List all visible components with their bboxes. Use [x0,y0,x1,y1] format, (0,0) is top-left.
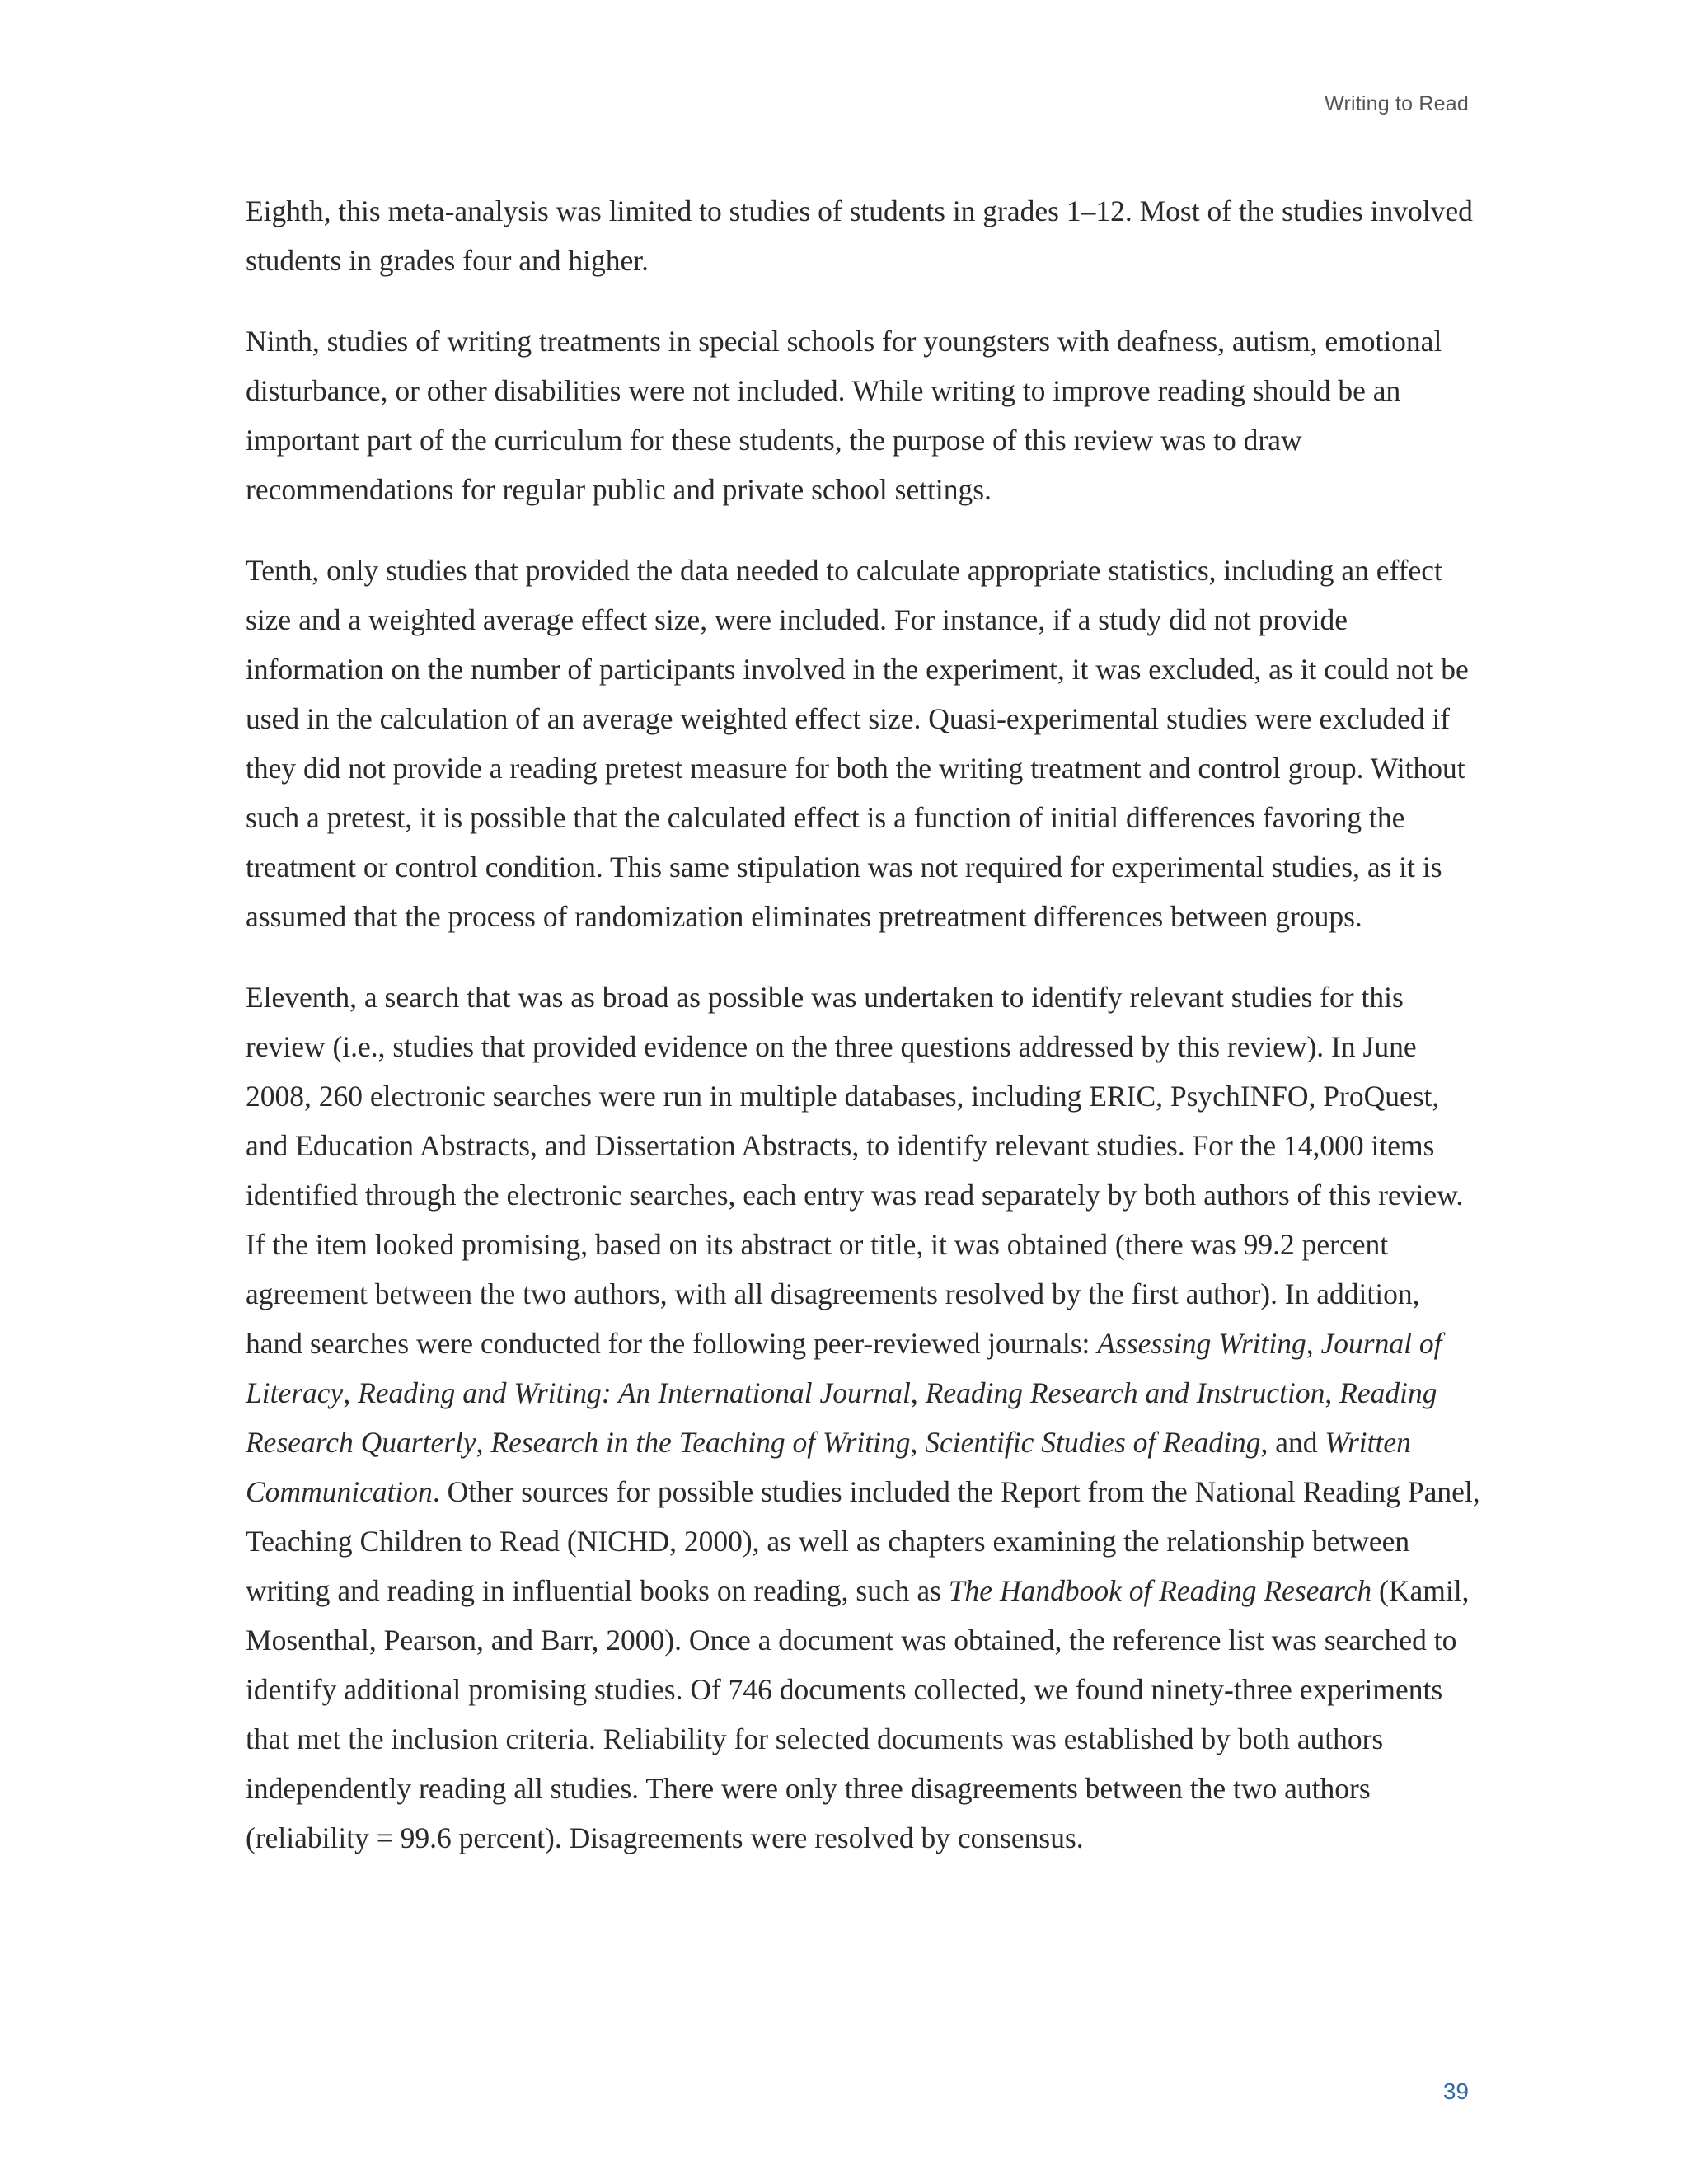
journal-title: Reading Research and Instruction [925,1376,1325,1409]
paragraph-tenth: Tenth, only studies that provided the data needed to calculate appropriate statistics, including an effect size and a weighted average effect size, were included. For instance, if a study did not provide information on the number of participants involved in the experiment, it was excluded, as it could not be used in the calculation of an average weighted effect size. Quasi-experimental studies were excluded if they did not provide a reading pretest measure for both the writing treatment and control group. Without such a pretest, it is possible that the calculated effect is a function of initial differences favoring the treatment or control condition. This same stipulation was not required for experimental studies, as it is assumed that the process of randomization eliminates pretreatment differences between groups. [246,554,1469,933]
journal-title: Scientific Studies of Reading [925,1426,1261,1459]
page-number: 39 [1442,2079,1469,2104]
running-head-title: Writing to Read [1325,92,1469,115]
body-text [246,186,1482,1894]
separator: , [476,1426,491,1459]
separator: , [343,1376,359,1409]
journal-title: Journal of Literacy [246,1327,1442,1409]
paragraph-eleventh [246,972,1482,1863]
journal-title: Written Communication [246,1426,1411,1508]
journal-title: Assessing Writing [1097,1327,1306,1360]
separator: , [910,1426,926,1459]
separator: , and [1260,1426,1325,1459]
separator: , [910,1376,926,1409]
book-title: The Handbook of Reading Research [948,1574,1372,1607]
paragraph-eighth: Eighth, this meta-analysis was limited to studies of students in grades 1–12. Most of the studies involved students in grades four and higher. [246,194,1473,277]
journal-title: Reading Research Quarterly [246,1376,1437,1459]
journal-title: Reading and Writing: An International Journal [358,1376,911,1409]
paragraph-ninth: Ninth, studies of writing treatments in special schools for youngsters with deafness, autism, emotional disturbance, or other disabilities were not included. While writing to improve reading should be an important part of the curriculum for these students, the purpose of this review was to draw recommendations for regular public and private school settings. [246,325,1442,506]
separator: , [1306,1327,1321,1360]
journal-title: Research in the Teaching of Writing [490,1426,911,1459]
paragraph-eleventh-text-1: Eleventh, a search that was as broad as possible was undertaken to identify relevant studies for this review (i.e., studies that provided evidence on the three questions addressed by this review). In June 2008, 260 electronic searches were run in multiple databases, including ERIC, PsychINFO, ProQuest, and Education Abstracts, and Dissertation Abstracts, to identify relevant studies. For the 14,000 items identified through the electronic searches, each entry was read separately by both authors of this review. If the item looked promising, based on its abstract or title, it was obtained (there was 99.2 percent agreement between the two authors, with all disagreements resolved by the first author). In addition, hand searches were conducted for the following peer-reviewed journals: [246,981,1464,1360]
paragraph-eleventh-text-2: . Other sources for possible studies included the Report from the National Reading Panel, Teaching Children to Read (NICHD, 2000), as well as chapters examining the relationship between writing and reading in influential books on reading, such as [246,1475,1480,1607]
separator: , [1325,1376,1340,1409]
paragraph-eleventh-text-3: (Kamil, Mosenthal, Pearson, and Barr, 2000). Once a document was obtained, the reference list was searched to identify additional promising studies. Of 746 documents collected, we found ninety-three experiments that met the inclusion criteria. Reliability for selected documents was established by both authors independently reading all studies. There were only three disagreements between the two authors (reliability = 99.6 percent). Disagreements were resolved by consensus. [246,1574,1470,1854]
